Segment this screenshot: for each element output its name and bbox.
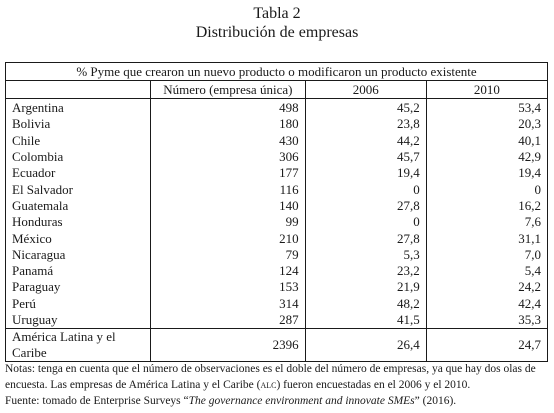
row-country: Honduras xyxy=(12,214,63,230)
row-2010: 7,0 xyxy=(426,247,547,263)
column-header-number: Número (empresa única) xyxy=(151,81,306,99)
row-country: Guatemala xyxy=(12,197,69,213)
table-row xyxy=(6,133,548,149)
row-number: 79 xyxy=(151,247,306,263)
table-row xyxy=(6,181,548,197)
row-2006: 27,8 xyxy=(305,230,426,246)
table-row xyxy=(6,247,548,263)
table-row xyxy=(6,99,548,117)
row-number: 177 xyxy=(151,165,306,181)
table-row xyxy=(6,279,548,295)
row-2010: 35,3 xyxy=(426,312,547,329)
row-number: 99 xyxy=(151,214,306,230)
total-2010: 24,7 xyxy=(426,329,547,362)
header-span-row xyxy=(6,63,548,81)
table-container xyxy=(5,62,548,362)
row-country: Perú xyxy=(12,295,36,311)
row-2010: 42,4 xyxy=(426,296,547,312)
row-2006: 23,8 xyxy=(305,116,426,132)
column-header-country xyxy=(6,81,151,99)
row-2006: 23,2 xyxy=(305,263,426,279)
table-row xyxy=(6,312,548,329)
table-row xyxy=(6,214,548,230)
column-header-2006: 2006 xyxy=(305,81,426,99)
row-country: Paraguay xyxy=(12,279,61,295)
row-2006: 21,9 xyxy=(305,279,426,295)
row-number: 140 xyxy=(151,198,306,214)
row-2006: 0 xyxy=(305,214,426,230)
row-country: Uruguay xyxy=(12,312,58,327)
row-2010: 40,1 xyxy=(426,133,547,149)
table-row xyxy=(6,198,548,214)
row-country: Argentina xyxy=(12,100,64,116)
row-country: Nicaragua xyxy=(12,246,66,262)
row-country: Bolivia xyxy=(12,116,51,132)
row-country: Panamá xyxy=(12,263,54,279)
header-columns-row xyxy=(6,81,548,99)
row-2006: 41,5 xyxy=(305,312,426,329)
table-title: Distribución de empresas xyxy=(195,24,359,41)
row-2010: 42,9 xyxy=(426,149,547,165)
abbreviation: alc xyxy=(260,379,277,391)
row-number: 287 xyxy=(151,312,306,329)
row-2006: 44,2 xyxy=(305,133,426,149)
row-number: 498 xyxy=(151,99,306,117)
row-country: Ecuador xyxy=(12,165,56,181)
total-row xyxy=(6,329,548,362)
row-number: 306 xyxy=(151,149,306,165)
row-2010: 5,4 xyxy=(426,263,547,279)
row-2010: 53,4 xyxy=(426,99,547,117)
table-number: Tabla 2 xyxy=(253,5,301,22)
row-country: México xyxy=(12,230,52,246)
row-number: 314 xyxy=(151,296,306,312)
table-row xyxy=(6,116,548,132)
source-title: The governance environment and innovate SMEs xyxy=(188,395,415,407)
row-2006: 19,4 xyxy=(305,165,426,181)
row-2010: 16,2 xyxy=(426,198,547,214)
row-number: 116 xyxy=(151,181,306,197)
total-number: 2396 xyxy=(151,329,306,362)
table-notes xyxy=(5,361,550,409)
table-body xyxy=(6,99,548,329)
row-2006: 45,7 xyxy=(305,149,426,165)
table-row xyxy=(6,149,548,165)
row-2010: 24,2 xyxy=(426,279,547,295)
table-row xyxy=(6,296,548,312)
row-number: 210 xyxy=(151,230,306,246)
row-2010: 0 xyxy=(426,181,547,197)
row-2006: 45,2 xyxy=(305,99,426,117)
row-2010: 31,1 xyxy=(426,230,547,246)
total-2006: 26,4 xyxy=(305,329,426,362)
row-2006: 5,3 xyxy=(305,247,426,263)
table-row xyxy=(6,165,548,181)
source-text: Fuente: tomado de Enterprise Surveys “The governance environment and innovate SMEs” (2016). xyxy=(5,395,457,407)
row-number: 180 xyxy=(151,116,306,132)
column-header-2010: 2010 xyxy=(426,81,547,99)
row-number: 430 xyxy=(151,133,306,149)
total-label: América Latina y el Caribe xyxy=(6,329,151,362)
table-row xyxy=(6,263,548,279)
row-2006: 0 xyxy=(305,181,426,197)
row-2006: 27,8 xyxy=(305,198,426,214)
row-number: 124 xyxy=(151,263,306,279)
row-country: El Salvador xyxy=(12,181,74,197)
row-country: Colombia xyxy=(12,149,64,165)
row-2006: 48,2 xyxy=(305,296,426,312)
table-caption xyxy=(0,0,554,42)
notes-text: Notas: tenga en cuenta que el número de observaciones es el doble del número de empresas, ya que hay dos olas de encuesta. Las empresas de América Latina y el Caribe (alc) fueron encuestadas en el 2006 y el 2010. xyxy=(5,363,536,391)
row-2010: 7,6 xyxy=(426,214,547,230)
span-header: % Pyme que crearon un nuevo producto o modificaron un producto existente xyxy=(6,63,548,81)
row-number: 153 xyxy=(151,279,306,295)
row-2010: 19,4 xyxy=(426,165,547,181)
enterprise-distribution-table xyxy=(5,62,548,362)
row-2010: 20,3 xyxy=(426,116,547,132)
row-country: Chile xyxy=(12,132,41,148)
table-row xyxy=(6,230,548,246)
